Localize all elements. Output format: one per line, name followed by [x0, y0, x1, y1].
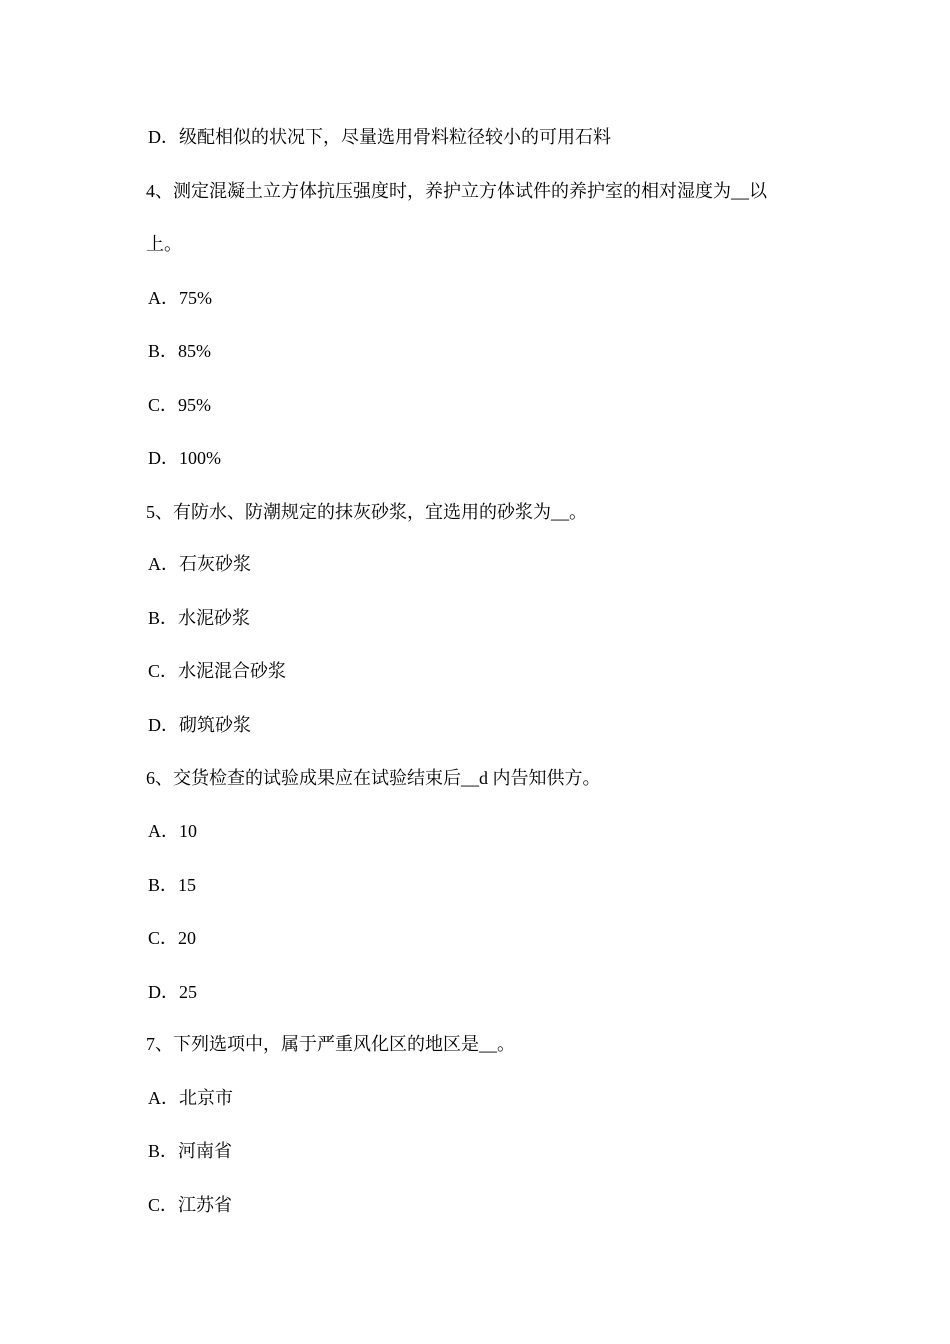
question-4-option-b: B．85% — [148, 341, 211, 361]
question-6-option-c: C．20 — [148, 928, 197, 948]
question-5-option-d: D．砌筑砂浆 — [148, 715, 251, 735]
question-5-stem: 5、有防水、防潮规定的抹灰砂浆，宜选用的砂浆为__。 — [146, 502, 587, 522]
question-4-stem: 4、测定混凝土立方体抗压强度时，养护立方体试件的养护室的相对湿度为__以 — [146, 181, 767, 201]
question-5-option-b: B．水泥砂浆 — [148, 608, 251, 628]
question-6-option-d: D．25 — [148, 982, 197, 1002]
question-6-stem: 6、交货检查的试验成果应在试验结束后__d 内告知供方。 — [146, 768, 601, 788]
question-7-stem: 7、下列选项中，属于严重风化区的地区是__。 — [146, 1034, 515, 1054]
question-6-option-a: A．10 — [148, 821, 197, 841]
question-5-option-a: A．石灰砂浆 — [148, 554, 251, 574]
question-7-option-a: A．北京市 — [148, 1088, 233, 1108]
question-7-option-b: B．河南省 — [148, 1141, 233, 1161]
question-7-option-c: C．江苏省 — [148, 1195, 233, 1215]
question-4-option-a: A．75% — [148, 288, 212, 308]
question-4-option-d: D．100% — [148, 448, 221, 468]
question-5-option-c: C．水泥混合砂浆 — [148, 661, 287, 681]
question-3-option-d: D．级配相似的状况下，尽量选用骨料粒径较小的可用石料 — [148, 127, 611, 147]
question-4-stem-continuation: 上。 — [146, 234, 182, 254]
question-6-option-b: B．15 — [148, 875, 197, 895]
question-4-option-c: C．95% — [148, 395, 211, 415]
